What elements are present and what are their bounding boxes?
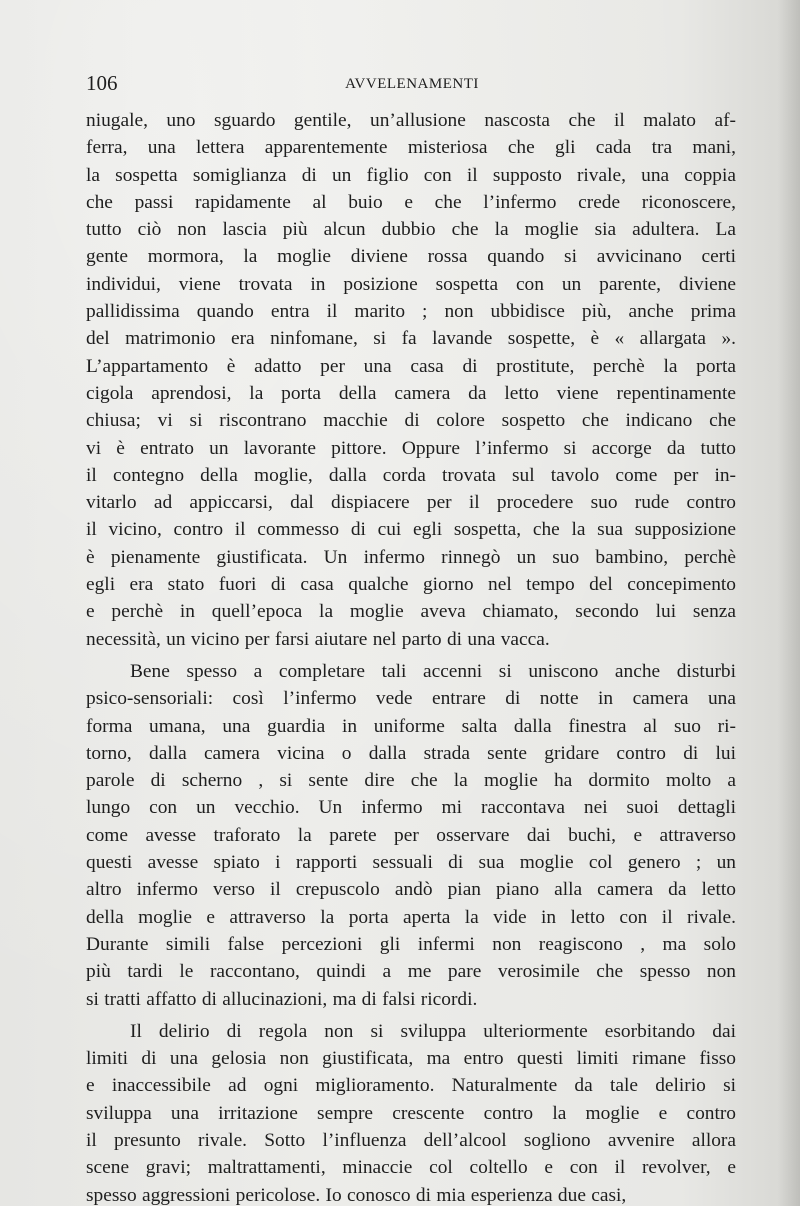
text-line: cigola aprendosi, la porta della camera da letto viene repentinamente bbox=[86, 382, 736, 404]
text-line: la sospetta somiglianza di un figlio con il supposto rivale, una coppia bbox=[86, 164, 736, 186]
text-line: e perchè in quell’epoca la moglie aveva chiamato, secondo lui senza bbox=[86, 601, 736, 623]
paragraph bbox=[86, 1018, 736, 1206]
text-line: chiusa; vi si riscontrano macchie di colore sospetto che indicano che bbox=[86, 410, 736, 432]
text-line: niugale, uno sguardo gentile, un’allusione nascosta che il malato af- bbox=[86, 110, 736, 131]
paragraph bbox=[86, 658, 736, 1013]
text-line: e inaccessibile ad ogni miglioramento. Naturalmente da tale delirio si bbox=[86, 1075, 736, 1097]
text-line: vitarlo ad appiccarsi, dal dispiacere per il procedere suo rude contro bbox=[86, 492, 736, 514]
text-line: del matrimonio era ninfomane, si fa lavande sospette, è « allargata ». bbox=[86, 328, 736, 350]
text-line: gente mormora, la moglie diviene rossa quando si avvicinano certi bbox=[86, 246, 736, 268]
running-header bbox=[86, 68, 738, 98]
text-line: altro infermo verso il crepuscolo andò pian piano alla camera da letto bbox=[86, 879, 736, 901]
page-number: 106 bbox=[86, 71, 118, 95]
text-line: come avesse traforato la parete per osservare dai buchi, e attraverso bbox=[86, 824, 736, 846]
paragraph bbox=[86, 107, 736, 653]
text-line: Bene spesso a completare tali accenni si uniscono anche disturbi bbox=[130, 660, 736, 682]
text-line: scene gravi; maltrattamenti, minaccie col coltello e con il revolver, e bbox=[86, 1157, 736, 1179]
text-line: L’appartamento è adatto per una casa di prostitute, perchè la porta bbox=[86, 355, 736, 377]
text-line: egli era stato fuori di casa qualche giorno nel tempo del concepimento bbox=[86, 574, 736, 596]
text-line: più tardi le raccontano, quindi a me pare verosimile che spesso non bbox=[86, 961, 736, 983]
text-line: psico-sensoriali: così l’infermo vede entrare di notte in camera una bbox=[86, 688, 736, 710]
text-line: questi avesse spiato i rapporti sessuali di sua moglie col genero ; un bbox=[86, 852, 736, 874]
text-line: ferra, una lettera apparentemente misteriosa che gli cada tra mani, bbox=[86, 137, 736, 159]
text-line: vi è entrato un lavorante pittore. Oppure l’infermo si accorge da tutto bbox=[86, 437, 736, 459]
running-title: AVVELENAMENTI bbox=[345, 76, 479, 92]
text-line: il presunto rivale. Sotto l’influenza dell’alcool sogliono avvenire allora bbox=[86, 1129, 736, 1151]
body-text bbox=[86, 107, 736, 1206]
text-line: il vicino, contro il commesso di cui egli sospetta, che la sua supposizione bbox=[86, 519, 736, 541]
text-line: lungo con un vecchio. Un infermo mi raccontava nei suoi dettagli bbox=[86, 797, 736, 819]
text-line: individui, viene trovata in posizione sospetta con un parente, diviene bbox=[86, 273, 736, 295]
text-line: il contegno della moglie, dalla corda trovata sul tavolo come per in- bbox=[86, 464, 736, 486]
text-line: torno, dalla camera vicina o dalla strada sente gridare contro di lui bbox=[86, 742, 736, 764]
text-line: limiti di una gelosia non giustificata, ma entro questi limiti rimane fisso bbox=[86, 1048, 736, 1070]
text-line: è pienamente giustificata. Un infermo rinnegò un suo bambino, perchè bbox=[86, 546, 736, 568]
text-line: si tratti affatto di allucinazioni, ma di falsi ricordi. bbox=[86, 988, 478, 1010]
text-line: pallidissima quando entra il marito ; non ubbidisce più, anche prima bbox=[86, 301, 736, 323]
text-line: spesso aggressioni pericolose. Io conosco di mia esperienza due casi, bbox=[86, 1184, 627, 1206]
page-edge-shadow bbox=[778, 0, 800, 1206]
text-line: necessità, un vicino per farsi aiutare nel parto di una vacca. bbox=[86, 628, 550, 650]
text-line: Il delirio di regola non si sviluppa ulteriormente esorbitando dai bbox=[130, 1020, 736, 1042]
text-line: Durante simili false percezioni gli infermi non reagiscono , ma solo bbox=[86, 933, 736, 955]
text-line: parole di scherno , si sente dire che la moglie ha dormito molto a bbox=[86, 770, 736, 792]
text-line: forma umana, una guardia in uniforme salta dalla finestra al suo ri- bbox=[86, 715, 736, 737]
text-line: sviluppa una irritazione sempre crescente contro la moglie e contro bbox=[86, 1102, 736, 1124]
text-line: tutto ciò non lascia più alcun dubbio che la moglie sia adultera. La bbox=[86, 219, 736, 241]
text-line: della moglie e attraverso la porta aperta la vide in letto con il rivale. bbox=[86, 906, 736, 928]
text-line: che passi rapidamente al buio e che l’infermo crede riconoscere, bbox=[86, 191, 736, 213]
